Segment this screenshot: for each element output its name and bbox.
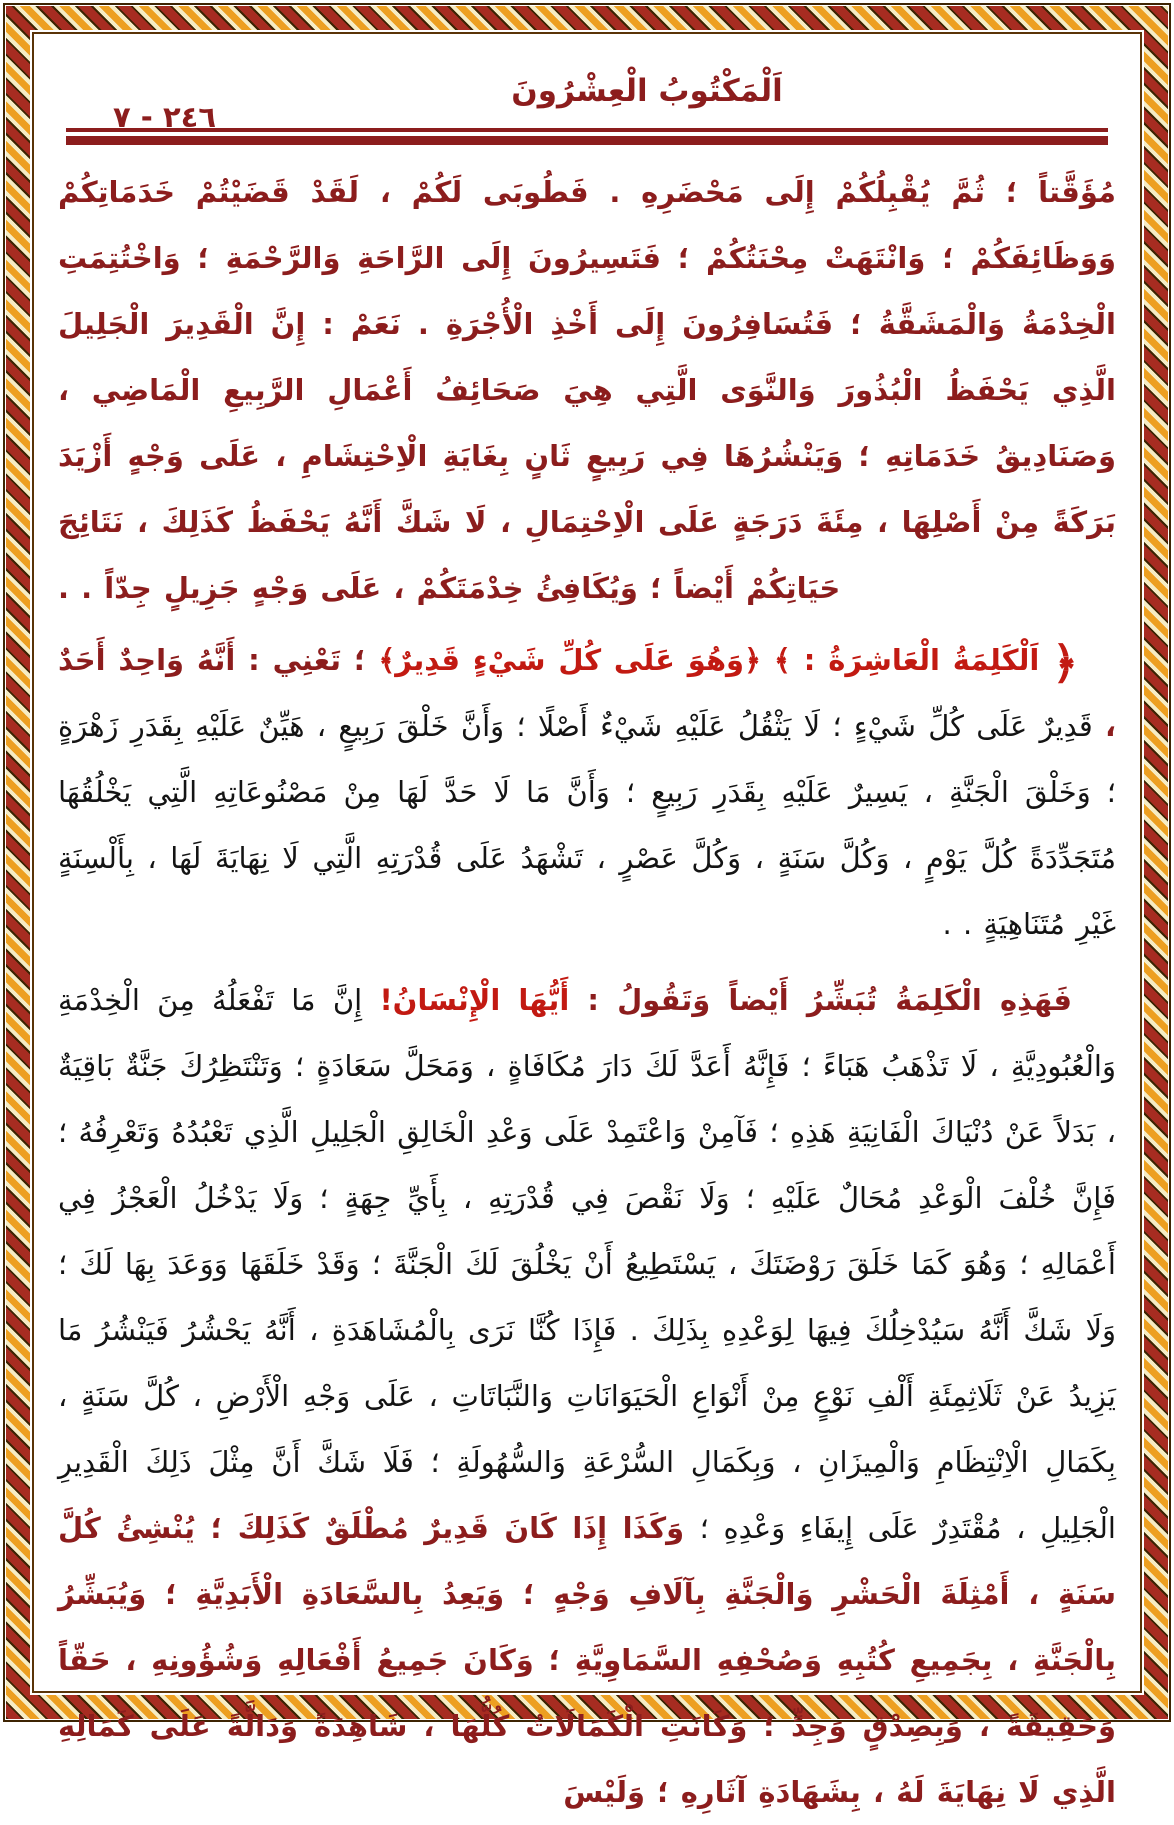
- header-divider-thin-line: [66, 128, 1108, 132]
- address-body: إِنَّ مَا تَفْعَلُهُ مِنَ الْخِدْمَةِ وَالْعُبُودِيَّةِ ، لَا تَذْهَبُ هَبَاءً ؛ فَإِنَّهُ أَعَدَّ لَكَ دَارَ مُكَافَاةٍ ، وَمَحَلَّ سَعَادَةٍ ؛ وَتَنْتَظِرُكَ جَنَّةٌ بَاقِيَةٌ ، بَدَلاً عَنْ دُنْيَاكَ الْفَانِيَةِ هَذِهِ ؛ فَآمِنْ وَاعْتَمِدْ عَلَى وَعْدِ الْخَالِقِ الْجَلِيلِ الَّذِي تَعْبُدُهُ وَتَعْرِفُهُ ؛ فَإِنَّ خُلْفَ الْوَعْدِ مُحَالٌ عَلَيْهِ ؛ وَلَا نَقْصَ فِي قُدْرَتِهِ ، بِأَيِّ جِهَةٍ ؛ وَلَا يَدْخُلُ الْعَجْزُ فِي أَعْمَالِهِ ؛ وَهُوَ كَمَا خَلَقَ رَوْضَتَكَ ، يَسْتَطِيعُ أَنْ يَخْلُقَ لَكَ الْجَنَّةَ ؛ وَقَدْ خَلَقَهَا وَوَعَدَ بِهَا لَكَ ؛ وَلَا شَكَّ أَنَّهُ سَيُدْخِلُكَ فِيهَا لِوَعْدِهِ بِذَلِكَ . فَإِذَا كُنَّا نَرَى بِالْمُشَاهَدَةِ ، أَنَّهُ يَحْشُرُ فَيَنْشُرُ مَا يَزِيدُ عَنْ ثَلَاثِمِئَةِ أَلْفِ نَوْعٍ مِنْ أَنْوَاعِ الْحَيَوَانَاتِ وَالنَّبَاتَاتِ ، عَلَى وَجْهِ الْأَرْضِ ، كُلَّ سَنَةٍ ، بِكَمَالِ الْاِنْتِظَامِ وَالْمِيزَانِ ، وَبِكَمَالِ السُّرْعَةِ وَالسُّهُولَةِ ؛ فَلَا شَكَّ أَنَّ مِثْلَ ذَلِكَ الْقَدِيرِ الْجَلِيلِ ، مُقْتَدِرٌ عَلَى إِيفَاءِ وَعْدِهِ ؛: [58, 983, 1116, 1545]
- ornate-bracket-open-icon: ﴿: [1052, 638, 1078, 689]
- header-divider-thick-line: [66, 136, 1108, 145]
- o-man-exclamation: أَيُّهَا الْإِنْسَانُ!: [379, 983, 588, 1017]
- tenth-word-heading: اَلْكَلِمَةُ الْعَاشِرَةُ : ﴾: [773, 643, 1053, 677]
- page-content: [58, 40, 1116, 1825]
- paragraph-lead-in: فَهَذِهِ الْكَلِمَةُ تُبَشِّرُ أَيْضاً وَتَقُولُ :: [587, 983, 1072, 1017]
- paragraph-address-to-man: [58, 967, 1116, 1825]
- page-header: [58, 68, 1116, 145]
- paragraph-tenth-word: [58, 627, 1116, 957]
- body-text: [58, 159, 1116, 1825]
- page-title: اَلْمَكْتُوبُ الْعِشْرُونَ: [511, 73, 783, 109]
- paragraph-glad-tidings: [58, 159, 1116, 621]
- quran-verse: ﴿وَهُوَ عَلَى كُلِّ شَيْءٍ قَدِيرٌ﴾: [378, 643, 774, 677]
- address-conclusion: وَكَذَا إِذَا كَانَ قَدِيرٌ مُطْلَقٌ كَذَلِكَ ؛ يُنْشِئُ كُلَّ سَنَةٍ ، أَمْثِلَةَ الْحَشْرِ وَالْجَنَّةِ بِآلَافِ وَجْهٍ ؛ وَيَعِدُ بِالسَّعَادَةِ الْأَبَدِيَّةِ ؛ وَيُبَشِّرُ بِالْجَنَّةِ ، بِجَمِيعِ كُتُبِهِ وَصُحْفِهِ السَّمَاوِيَّةِ ؛ وَكَانَ جَمِيعُ أَفْعَالِهِ وَشُؤُونِهِ ، حَقّاً وَحَقِيقَةً ، وَبِصِدْقٍ وَجِدٍّ ؛ وَكَانَتِ الْكَمَالَاتُ كُلُّهَا ، شَاهِدَةً وَدَالَّةً عَلَى كَمَالِهِ الَّذِي لَا نِهَايَةَ لَهُ ، بِشَهَادَةِ آثَارِهِ ؛ وَلَيْسَ: [58, 1511, 1116, 1809]
- header-divider: [66, 128, 1108, 145]
- verse-meaning-intro: ؛ تَعْنِي : أَنَّهُ وَاحِدٌ أَحَدٌ ،: [58, 643, 1116, 743]
- paragraph-glad-tidings-text: مُؤَقَّتاً ؛ ثُمَّ يُقْبِلُكُمْ إِلَى مَحْضَرِهِ . فَطُوبَى لَكُمْ ، لَقَدْ قَضَيْتُمْ خَدَمَاتِكُمْ وَوَظَائِفَكُمْ ؛ وَانْتَهَتْ مِحْنَتُكُمْ ؛ فَتَسِيرُونَ إِلَى الرَّاحَةِ وَالرَّحْمَةِ ؛ وَاخْتُتِمَتِ الْخِدْمَةُ وَالْمَشَقَّةُ ؛ فَتُسَافِرُونَ إِلَى أَخْذِ الْأُجْرَةِ . نَعَمْ : إِنَّ الْقَدِيرَ الْجَلِيلَ الَّذِي يَحْفَظُ الْبُذُورَ وَالنَّوَى الَّتِي هِيَ صَحَائِفُ أَعْمَالِ الرَّبِيعِ الْمَاضِي ، وَصَنَادِيقُ خَدَمَاتِهِ ؛ وَيَنْشُرُهَا فِي رَبِيعٍ ثَانٍ بِغَايَةِ الْاِحْتِشَامِ ، عَلَى وَجْهٍ أَزْيَدَ بَرَكَةً مِنْ أَصْلِهَا ، مِئَةَ دَرَجَةٍ عَلَى الْاِحْتِمَالِ ، لَا شَكَّ أَنَّهُ يَحْفَظُ كَذَلِكَ ، نَتَائِجَ حَيَاتِكُمْ أَيْضاً ؛ وَيُكَافِئُ خِدْمَتَكُمْ ، عَلَى وَجْهٍ جَزِيلٍ جِدّاً . .: [58, 175, 1116, 605]
- tenth-word-body: قَدِيرٌ عَلَى كُلِّ شَيْءٍ ؛ لَا يَثْقُلُ عَلَيْهِ شَيْءٌ أَصْلًا ؛ وَأَنَّ خَلْقَ رَبِيعٍ ، هَيِّنٌ عَلَيْهِ بِقَدَرِ زَهْرَةٍ ؛ وَخَلْقَ الْجَنَّةِ ، يَسِيرٌ عَلَيْهِ بِقَدَرِ رَبِيعٍ ؛ وَأَنَّ مَا لَا حَدَّ لَهَا مِنْ مَصْنُوعَاتِهِ الَّتِي يَخْلُقُهَا مُتَجَدِّدَةً كُلَّ يَوْمٍ ، وَكُلَّ سَنَةٍ ، وَكُلَّ عَصْرٍ ، تَشْهَدُ عَلَى قُدْرَتِهِ الَّتِي لَا نِهَايَةَ لَهَا ، بِأَلْسِنَةٍ غَيْرِ مُتَنَاهِيَةٍ . .: [58, 709, 1116, 941]
- page-number: ٢٤٦ - ٧: [113, 100, 217, 134]
